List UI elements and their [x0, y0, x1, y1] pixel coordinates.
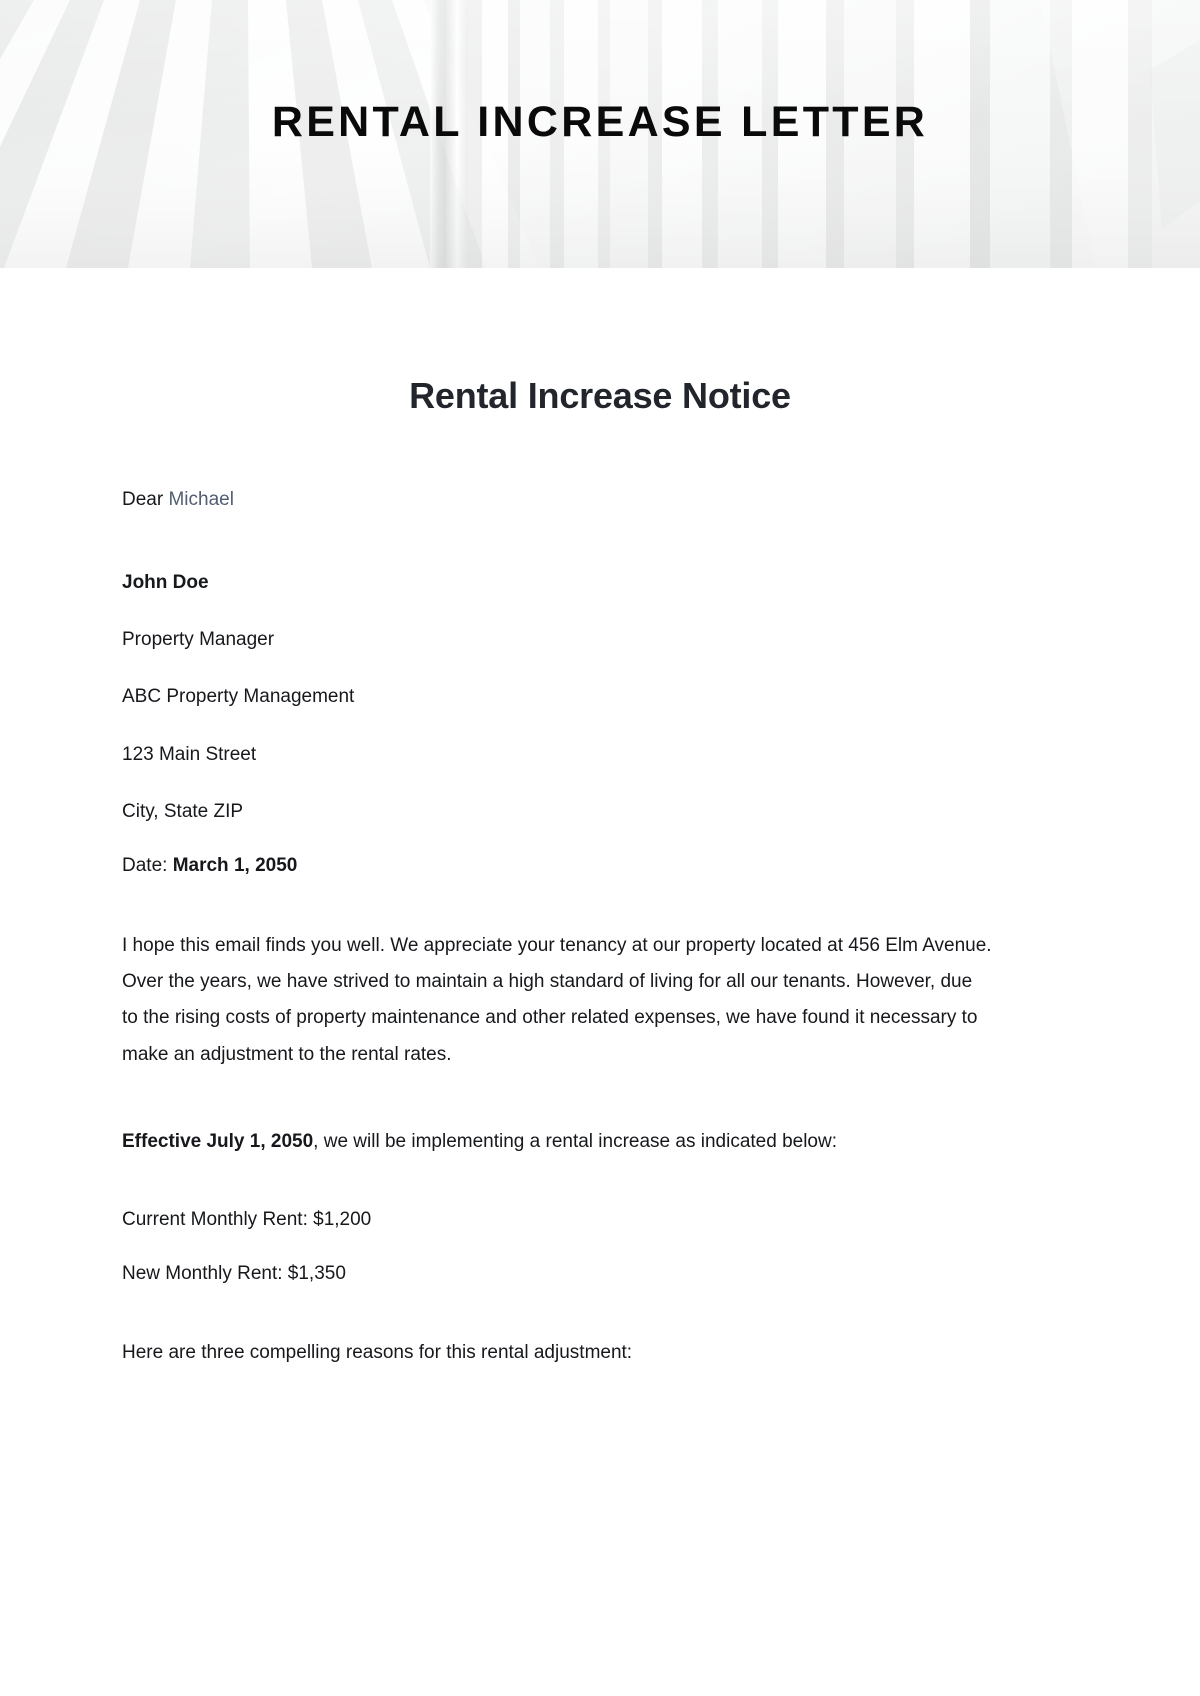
sender-street: 123 Main Street: [122, 743, 257, 765]
banner-title: RENTAL INCREASE LETTER: [271, 98, 929, 146]
reasons-intro-line: Here are three compelling reasons for this rental adjustment:: [122, 1341, 633, 1363]
date-value: March 1, 2050: [172, 854, 298, 876]
salutation-line: [122, 486, 1078, 515]
new-rent-line: New Monthly Rent: $1,350: [122, 1262, 346, 1284]
sender-company: ABC Property Management: [122, 686, 355, 708]
effective-notice-paragraph: [122, 1124, 992, 1160]
sender-block: [122, 568, 1078, 877]
effective-notice-rest: , we will be implementing a rental increase as indicated below:: [313, 1130, 837, 1152]
intro-paragraph: I hope this email finds you well. We appreciate your tenancy at our property located at 456 Elm Avenue. Over the years, we have strived to maintain a high standard of living for all our tenants. However, due to the rising costs of property maintenance and other related expenses, we have found it necessary to make an adjustment to the rental rates.: [122, 934, 992, 1065]
sender-name: John Doe: [122, 571, 209, 593]
letter-content: [0, 375, 1200, 1368]
sender-title: Property Manager: [122, 628, 275, 650]
date-label: Date:: [122, 854, 168, 876]
salutation-recipient: Michael: [168, 489, 234, 510]
effective-date-bold: Effective July 1, 2050: [122, 1130, 314, 1152]
rent-figures-block: [122, 1205, 1078, 1288]
salutation-greeting: Dear: [122, 489, 164, 510]
sender-city-state-zip: City, State ZIP: [122, 801, 244, 823]
header-banner: [0, 0, 1200, 268]
current-rent-line: Current Monthly Rent: $1,200: [122, 1209, 372, 1231]
date-line: [122, 855, 1078, 877]
document-heading: Rental Increase Notice: [409, 375, 791, 416]
